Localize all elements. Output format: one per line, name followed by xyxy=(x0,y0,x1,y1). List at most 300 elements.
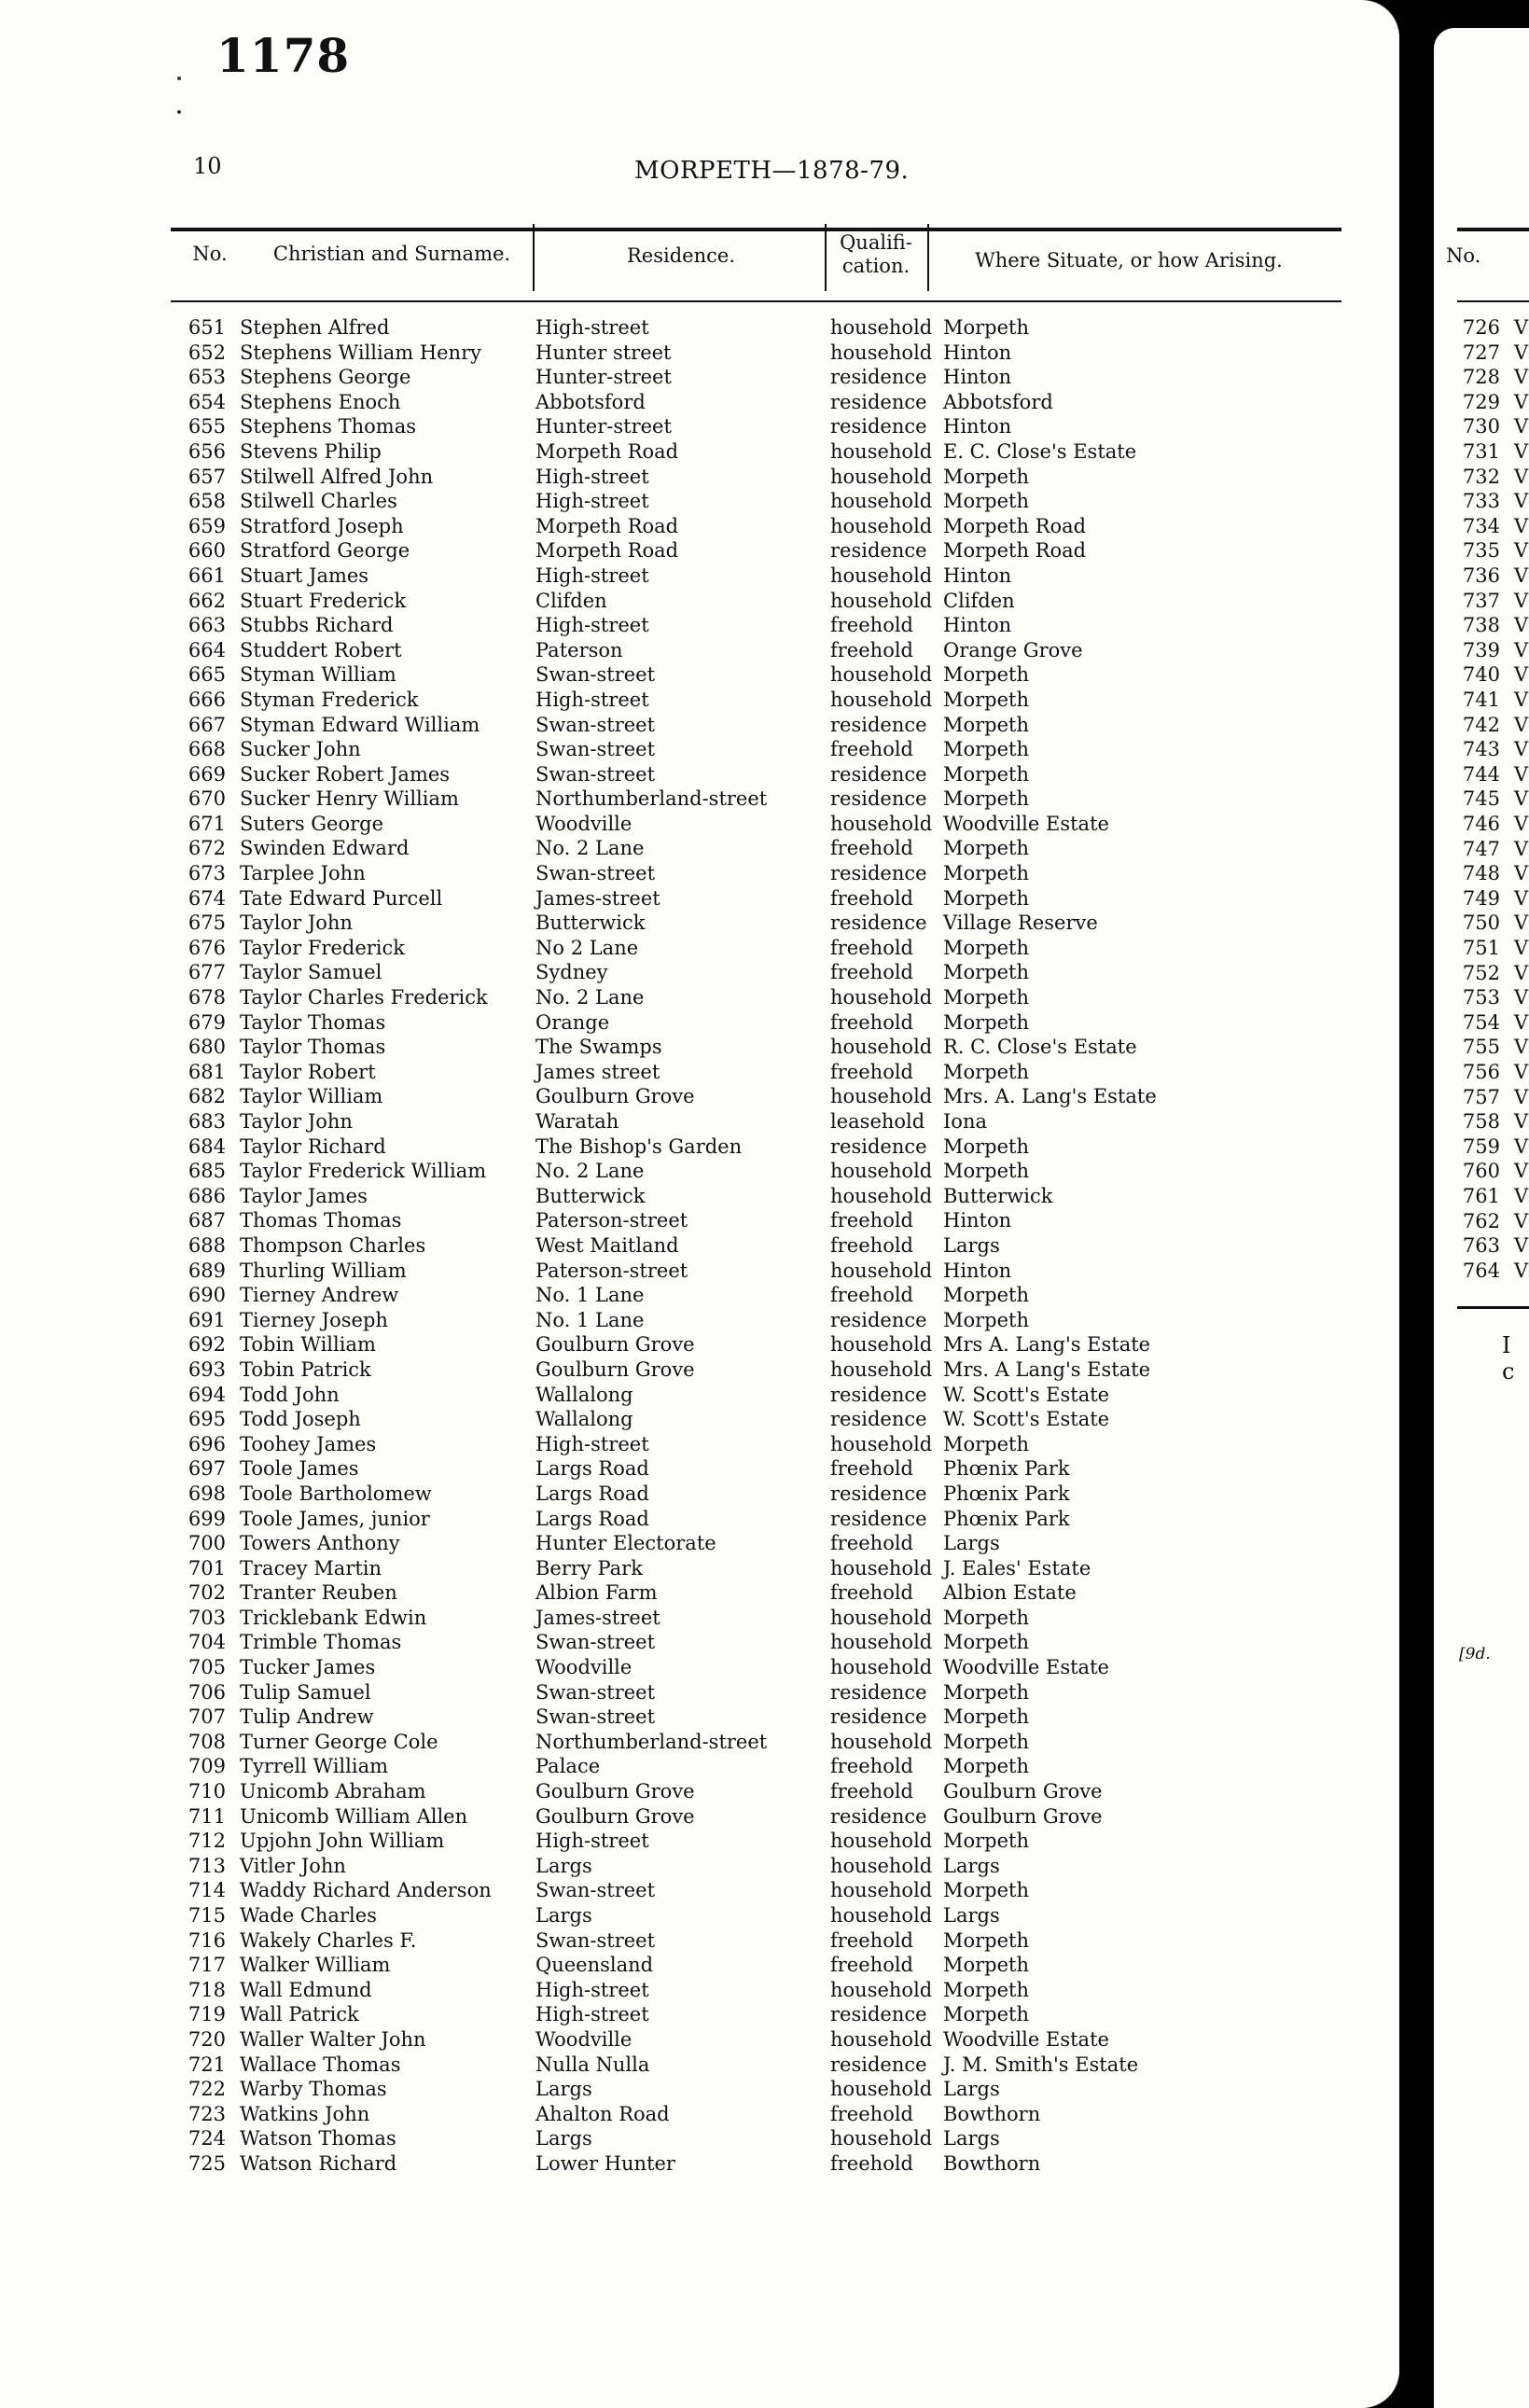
entry-qualification: household xyxy=(830,1830,933,1853)
table-row xyxy=(0,1259,1399,1284)
entry-number: 719 xyxy=(188,2003,226,2026)
next-page-entry-number: 748 xyxy=(1462,862,1500,885)
entry-qualification: household xyxy=(830,514,933,537)
entry-name: Turner George Cole xyxy=(240,1730,438,1753)
entry-qualification: freehold xyxy=(830,1060,913,1083)
entry-residence: The Swamps xyxy=(535,1036,662,1059)
entry-name: Thompson Charles xyxy=(240,1233,426,1257)
next-page-entry-number: 747 xyxy=(1462,837,1500,860)
table-row xyxy=(0,1383,1399,1408)
column-header-where: Where Situate, or how Arising. xyxy=(975,249,1283,271)
table-row xyxy=(0,414,1399,439)
entry-residence: Swan-street xyxy=(535,663,656,687)
entry-number: 689 xyxy=(188,1259,226,1282)
entry-qualification: household xyxy=(830,663,933,687)
entry-qualification: freehold xyxy=(830,738,913,761)
entry-number: 659 xyxy=(188,514,226,537)
entry-name: Tierney Joseph xyxy=(240,1308,388,1331)
entry-name: Taylor Thomas xyxy=(240,1036,386,1059)
next-page-entry-number: 738 xyxy=(1462,614,1500,637)
table-row xyxy=(0,812,1399,837)
entry-name: Stuart James xyxy=(240,564,369,587)
entry-name: Stephens Thomas xyxy=(240,415,417,438)
entry-residence: Largs Road xyxy=(535,1507,649,1530)
entry-number: 679 xyxy=(188,1010,226,1034)
entry-number: 712 xyxy=(188,1830,226,1853)
entry-number: 676 xyxy=(188,936,226,959)
next-page-entry-initial: V xyxy=(1514,366,1529,389)
entry-name: Stratford Joseph xyxy=(240,514,404,537)
entry-number: 721 xyxy=(188,2053,226,2076)
entry-number: 651 xyxy=(188,316,226,339)
entry-where-situate: Hinton xyxy=(943,341,1012,364)
entry-qualification: household xyxy=(830,2127,933,2150)
entry-name: Stephen Alfred xyxy=(240,316,390,339)
entry-where-situate: Hinton xyxy=(943,564,1012,587)
entry-where-situate: Mrs. A Lang's Estate xyxy=(943,1357,1151,1381)
entry-where-situate: Village Reserve xyxy=(943,912,1098,935)
entry-number: 675 xyxy=(188,912,226,935)
entry-qualification: household xyxy=(830,1357,933,1381)
table-row xyxy=(0,564,1399,589)
entry-where-situate: Bowthorn xyxy=(943,2102,1041,2125)
entry-residence: High-street xyxy=(535,688,649,711)
table-row xyxy=(0,1407,1399,1432)
next-page-entry-initial: V xyxy=(1514,961,1529,984)
print-mark xyxy=(177,77,181,80)
entry-residence: Butterwick xyxy=(535,1184,646,1207)
table-row xyxy=(0,2126,1399,2151)
entry-name: Stephens William Henry xyxy=(240,341,481,364)
entry-qualification: residence xyxy=(830,1507,927,1530)
next-page-entry-number: 760 xyxy=(1462,1160,1500,1183)
entry-where-situate: Morpeth xyxy=(943,1755,1030,1778)
entry-qualification: residence xyxy=(830,1705,927,1729)
table-row xyxy=(0,538,1399,564)
entry-qualification: residence xyxy=(830,862,927,885)
entry-qualification: freehold xyxy=(830,936,913,959)
entry-residence: Abbotsford xyxy=(535,390,646,413)
column-header-no: No. xyxy=(192,243,228,265)
entry-residence: James-street xyxy=(535,886,660,910)
next-page-entry-initial: V xyxy=(1514,589,1529,612)
entry-name: Thurling William xyxy=(240,1259,407,1282)
entry-where-situate: Clifden xyxy=(943,589,1015,612)
entry-number: 722 xyxy=(188,2078,226,2101)
entry-qualification: household xyxy=(830,490,933,513)
next-page-entry-initial: V xyxy=(1514,713,1529,736)
entry-qualification: household xyxy=(830,465,933,488)
entry-qualification: residence xyxy=(830,2053,927,2076)
entry-residence: High-street xyxy=(535,316,649,339)
entry-qualification: household xyxy=(830,1879,933,1902)
table-row xyxy=(0,341,1399,366)
entry-residence: Hunter-street xyxy=(535,415,672,438)
entry-name: Swinden Edward xyxy=(240,837,410,860)
next-page-entry-number: 729 xyxy=(1462,390,1500,413)
entry-name: Toole Bartholomew xyxy=(240,1482,432,1505)
entry-number: 673 xyxy=(188,862,226,885)
entry-name: Toole James, junior xyxy=(240,1507,430,1530)
next-page-entry-number: 732 xyxy=(1462,465,1500,488)
entry-qualification: freehold xyxy=(830,614,913,637)
table-row xyxy=(0,1308,1399,1333)
next-page-entry-number: 730 xyxy=(1462,415,1500,438)
entry-residence: Northumberland-street xyxy=(535,787,768,811)
entry-residence: Albion Farm xyxy=(535,1581,658,1605)
next-page-entry-number: 736 xyxy=(1462,564,1500,587)
entry-residence: Northumberland-street xyxy=(535,1730,768,1753)
entry-qualification: household xyxy=(830,589,933,612)
entry-qualification: household xyxy=(830,2027,933,2051)
entry-number: 669 xyxy=(188,762,226,786)
entry-number: 717 xyxy=(188,1954,226,1977)
entry-residence: Woodville xyxy=(535,2027,632,2051)
entry-where-situate: Largs xyxy=(943,1532,1000,1555)
next-page-entry-number: 741 xyxy=(1462,689,1500,711)
table-row xyxy=(0,1332,1399,1357)
entry-qualification: residence xyxy=(830,1804,927,1828)
entry-number: 687 xyxy=(188,1209,226,1232)
entry-qualification: residence xyxy=(830,1308,927,1331)
entry-qualification: residence xyxy=(830,539,927,563)
entry-qualification: residence xyxy=(830,762,927,786)
entry-qualification: freehold xyxy=(830,2102,913,2125)
header-top-rule xyxy=(171,228,1341,231)
entry-number: 709 xyxy=(188,1755,226,1778)
entry-number: 697 xyxy=(188,1457,226,1481)
table-row xyxy=(0,1655,1399,1680)
entry-residence: Woodville xyxy=(535,1656,632,1679)
entry-qualification: freehold xyxy=(830,961,913,984)
entry-number: 657 xyxy=(188,465,226,488)
table-row xyxy=(0,1705,1399,1730)
entry-residence: High-street xyxy=(535,1978,649,2001)
entry-where-situate: Butterwick xyxy=(943,1184,1053,1207)
print-mark xyxy=(177,110,181,114)
entry-where-situate: Hinton xyxy=(943,1209,1012,1232)
entry-number: 710 xyxy=(188,1780,226,1803)
entry-number: 663 xyxy=(188,614,226,637)
entry-number: 705 xyxy=(188,1656,226,1679)
entry-number: 667 xyxy=(188,713,226,736)
entry-number: 682 xyxy=(188,1085,226,1108)
entry-name: Stratford George xyxy=(240,539,410,563)
entry-residence: Hunter street xyxy=(535,341,672,364)
entry-where-situate: Morpeth xyxy=(943,886,1030,910)
entry-qualification: household xyxy=(830,1854,933,1877)
entry-residence: Largs xyxy=(535,1904,592,1927)
table-row xyxy=(0,1283,1399,1308)
entry-number: 671 xyxy=(188,812,226,835)
table-row xyxy=(0,390,1399,415)
entry-where-situate: Morpeth xyxy=(943,986,1030,1009)
entry-name: Sucker Robert James xyxy=(240,762,451,786)
entry-name: Wakely Charles F. xyxy=(240,1928,417,1952)
entry-number: 695 xyxy=(188,1408,226,1431)
entry-name: Studdert Robert xyxy=(240,638,402,661)
entry-residence: The Bishop's Garden xyxy=(535,1134,743,1158)
table-row xyxy=(0,662,1399,688)
entry-residence: Paterson-street xyxy=(535,1209,688,1232)
next-page-entry-number: 727 xyxy=(1462,341,1500,364)
entry-where-situate: Largs xyxy=(943,1854,1000,1877)
entry-where-situate: Morpeth xyxy=(943,1680,1030,1704)
table-row xyxy=(0,315,1399,341)
entry-where-situate: Morpeth xyxy=(943,787,1030,811)
entry-name: Wallace Thomas xyxy=(240,2053,401,2076)
entry-name: Waddy Richard Anderson xyxy=(240,1879,492,1902)
entry-name: Waller Walter John xyxy=(240,2027,426,2051)
entry-qualification: household xyxy=(830,1631,933,1654)
entry-residence: Morpeth Road xyxy=(535,539,679,563)
entry-qualification: freehold xyxy=(830,1954,913,1977)
table-row xyxy=(0,1184,1399,1209)
next-page-entry-number: 758 xyxy=(1462,1110,1500,1134)
table-row xyxy=(0,1630,1399,1655)
entry-where-situate: Morpeth xyxy=(943,1631,1030,1654)
entry-number: 702 xyxy=(188,1581,226,1605)
entry-number: 720 xyxy=(188,2027,226,2051)
entry-qualification: freehold xyxy=(830,1581,913,1605)
entry-name: Towers Anthony xyxy=(240,1532,400,1555)
table-row xyxy=(0,1903,1399,1928)
next-page-column-header: No. xyxy=(1446,244,1481,267)
entry-name: Stilwell Charles xyxy=(240,490,397,513)
entry-qualification: household xyxy=(830,1036,933,1059)
entry-where-situate: Phœnix Park xyxy=(943,1507,1070,1530)
entry-qualification: household xyxy=(830,688,933,711)
next-page-entry-number: 761 xyxy=(1462,1185,1500,1207)
table-row xyxy=(0,489,1399,514)
entry-residence: High-street xyxy=(535,490,649,513)
entry-number: 678 xyxy=(188,986,226,1009)
table-row xyxy=(0,1208,1399,1233)
entry-residence: Swan-street xyxy=(535,1928,656,1952)
table-row xyxy=(0,2002,1399,2027)
next-page-entry-initial: V xyxy=(1514,937,1529,959)
table-row xyxy=(0,1060,1399,1085)
entry-where-situate: Morpeth xyxy=(943,1730,1030,1753)
next-page-entry-initial: V xyxy=(1514,490,1529,513)
entry-where-situate: Morpeth xyxy=(943,490,1030,513)
entry-residence: Paterson xyxy=(535,638,623,661)
entry-number: 666 xyxy=(188,688,226,711)
entry-name: Sucker Henry William xyxy=(240,787,459,811)
table-row xyxy=(0,1159,1399,1184)
next-page-entry-initial: V xyxy=(1514,762,1529,786)
entry-qualification: household xyxy=(830,1259,933,1282)
entry-where-situate: Morpeth xyxy=(943,688,1030,711)
table-row xyxy=(0,1357,1399,1383)
table-row xyxy=(0,1680,1399,1705)
entry-where-situate: E. C. Close's Estate xyxy=(943,439,1137,463)
next-page-entry-initial: V xyxy=(1514,465,1529,488)
entry-number: 654 xyxy=(188,390,226,413)
entry-number: 724 xyxy=(188,2127,226,2150)
entry-qualification: freehold xyxy=(830,1780,913,1803)
entry-number: 704 xyxy=(188,1631,226,1654)
entry-name: Stephens George xyxy=(240,366,411,389)
entry-qualification: household xyxy=(830,1432,933,1455)
entry-residence: Largs Road xyxy=(535,1482,649,1505)
entry-name: Tracey Martin xyxy=(240,1556,382,1580)
entry-residence: Largs xyxy=(535,2127,592,2150)
entry-name: Styman Edward William xyxy=(240,713,480,736)
entry-where-situate: Morpeth xyxy=(943,762,1030,786)
entry-number: 701 xyxy=(188,1556,226,1580)
entry-qualification: residence xyxy=(830,390,927,413)
next-page-entry-number: 754 xyxy=(1462,1010,1500,1034)
entry-name: Taylor John xyxy=(240,912,353,935)
entry-qualification: household xyxy=(830,1556,933,1580)
entry-qualification: household xyxy=(830,986,933,1009)
column-header-residence: Residence. xyxy=(627,244,735,267)
entry-residence: Goulburn Grove xyxy=(535,1357,695,1381)
entry-residence: Nulla Nulla xyxy=(535,2053,650,2076)
table-row xyxy=(0,439,1399,465)
entry-where-situate: J. M. Smith's Estate xyxy=(943,2053,1139,2076)
column-header-name: Christian and Surname. xyxy=(272,243,511,265)
entry-qualification: household xyxy=(830,1184,933,1207)
entry-where-situate: Morpeth xyxy=(943,316,1030,339)
entry-number: 706 xyxy=(188,1680,226,1704)
table-row xyxy=(0,737,1399,762)
entry-number: 661 xyxy=(188,564,226,587)
entry-qualification: freehold xyxy=(830,1209,913,1232)
entry-residence: Swan-street xyxy=(535,1631,656,1654)
table-row xyxy=(0,762,1399,787)
entry-number: 691 xyxy=(188,1308,226,1331)
next-page-entry-number: 749 xyxy=(1462,886,1500,910)
next-page-entry-initial: V xyxy=(1514,415,1529,438)
table-row xyxy=(0,1754,1399,1779)
next-page-entry-initial: V xyxy=(1514,886,1529,910)
entry-qualification: residence xyxy=(830,1482,927,1505)
next-page-entry-initial: V xyxy=(1514,1185,1529,1207)
page-number: 10 xyxy=(193,153,222,179)
next-page-entry-initial: V xyxy=(1514,539,1529,563)
next-page-header-rule xyxy=(1457,300,1529,302)
entry-number: 718 xyxy=(188,1978,226,2001)
next-page-entry-number: 744 xyxy=(1462,762,1500,786)
entry-where-situate: Morpeth xyxy=(943,862,1030,885)
table-row xyxy=(0,1134,1399,1160)
next-page-entry-number: 753 xyxy=(1462,986,1500,1009)
entry-residence: Swan-street xyxy=(535,862,656,885)
entry-name: Taylor Thomas xyxy=(240,1010,386,1034)
entry-name: Tate Edward Purcell xyxy=(240,886,443,910)
table-row xyxy=(0,786,1399,812)
entry-number: 677 xyxy=(188,961,226,984)
next-page-entry-number: 751 xyxy=(1462,937,1500,959)
entry-residence: West Maitland xyxy=(535,1233,679,1257)
entry-name: Watson Richard xyxy=(240,2151,397,2175)
entry-residence: Berry Park xyxy=(535,1556,643,1580)
next-page-entry-number: 763 xyxy=(1462,1234,1500,1258)
column-header-qualification: Qualifi- cation. xyxy=(840,231,912,277)
entry-where-situate: Morpeth Road xyxy=(943,514,1087,537)
table-row xyxy=(0,613,1399,638)
table-row xyxy=(0,1978,1399,2003)
entry-name: Wall Edmund xyxy=(240,1978,372,2001)
entry-qualification: freehold xyxy=(830,886,913,910)
entry-number: 656 xyxy=(188,439,226,463)
entry-name: Taylor Charles Frederick xyxy=(240,986,488,1009)
next-page-entry-number: 735 xyxy=(1462,539,1500,563)
table-row xyxy=(0,2027,1399,2053)
next-page-entry-initial: V xyxy=(1514,912,1529,935)
table-row xyxy=(0,1109,1399,1134)
next-page-entry-number: 742 xyxy=(1462,713,1500,736)
entry-number: 696 xyxy=(188,1432,226,1455)
entry-where-situate: Phœnix Park xyxy=(943,1457,1070,1481)
entry-where-situate: Morpeth xyxy=(943,1978,1030,2001)
next-page-entry-initial: V xyxy=(1514,1160,1529,1183)
next-page-entry-initial: V xyxy=(1514,1061,1529,1083)
entry-name: Wall Patrick xyxy=(240,2003,359,2026)
entry-where-situate: Albion Estate xyxy=(943,1581,1077,1605)
next-page-entry-initial: V xyxy=(1514,614,1529,637)
entry-where-situate: Morpeth xyxy=(943,1928,1030,1952)
next-page-entry-number: 756 xyxy=(1462,1061,1500,1083)
entry-where-situate: W. Scott's Estate xyxy=(943,1383,1110,1406)
next-page-entry-number: 764 xyxy=(1462,1259,1500,1282)
table-row xyxy=(0,713,1399,738)
entry-residence: Swan-street xyxy=(535,1705,656,1729)
column-divider xyxy=(533,224,535,291)
entry-residence: Ahalton Road xyxy=(535,2102,670,2125)
entry-residence: Swan-street xyxy=(535,1680,656,1704)
entry-residence: Swan-street xyxy=(535,762,656,786)
next-page-entry-number: 737 xyxy=(1462,589,1500,612)
table-row xyxy=(0,1779,1399,1804)
entry-residence: Morpeth Road xyxy=(535,514,679,537)
entry-where-situate: Mrs A. Lang's Estate xyxy=(943,1333,1151,1357)
entry-name: Styman Frederick xyxy=(240,688,419,711)
entry-where-situate: Largs xyxy=(943,1904,1000,1927)
table-row xyxy=(0,1432,1399,1457)
entry-where-situate: Abbotsford xyxy=(943,390,1053,413)
entry-where-situate: Morpeth xyxy=(943,2003,1030,2026)
table-row xyxy=(0,1829,1399,1854)
entry-residence: No. 1 Lane xyxy=(535,1284,645,1307)
table-row xyxy=(0,2053,1399,2078)
next-page-entry-initial: V xyxy=(1514,514,1529,537)
entry-number: 707 xyxy=(188,1705,226,1729)
entry-name: Taylor James xyxy=(240,1184,368,1207)
entry-qualification: freehold xyxy=(830,837,913,860)
next-page-end-rule xyxy=(1457,1306,1529,1309)
entry-qualification: household xyxy=(830,1904,933,1927)
entry-name: Taylor William xyxy=(240,1085,383,1108)
entry-number: 668 xyxy=(188,738,226,761)
next-page-entry-initial: V xyxy=(1514,1259,1529,1282)
entry-number: 662 xyxy=(188,589,226,612)
entry-number: 681 xyxy=(188,1060,226,1083)
table-row xyxy=(0,1854,1399,1879)
entry-qualification: freehold xyxy=(830,1532,913,1555)
table-row xyxy=(0,1580,1399,1606)
entry-where-situate: Bowthorn xyxy=(943,2151,1041,2175)
table-row xyxy=(0,589,1399,614)
entry-number: 672 xyxy=(188,837,226,860)
entry-name: Stephens Enoch xyxy=(240,390,401,413)
entry-where-situate: Goulburn Grove xyxy=(943,1804,1103,1828)
entry-where-situate: Morpeth xyxy=(943,663,1030,687)
entry-where-situate: Morpeth xyxy=(943,961,1030,984)
entry-where-situate: Morpeth xyxy=(943,1432,1030,1455)
